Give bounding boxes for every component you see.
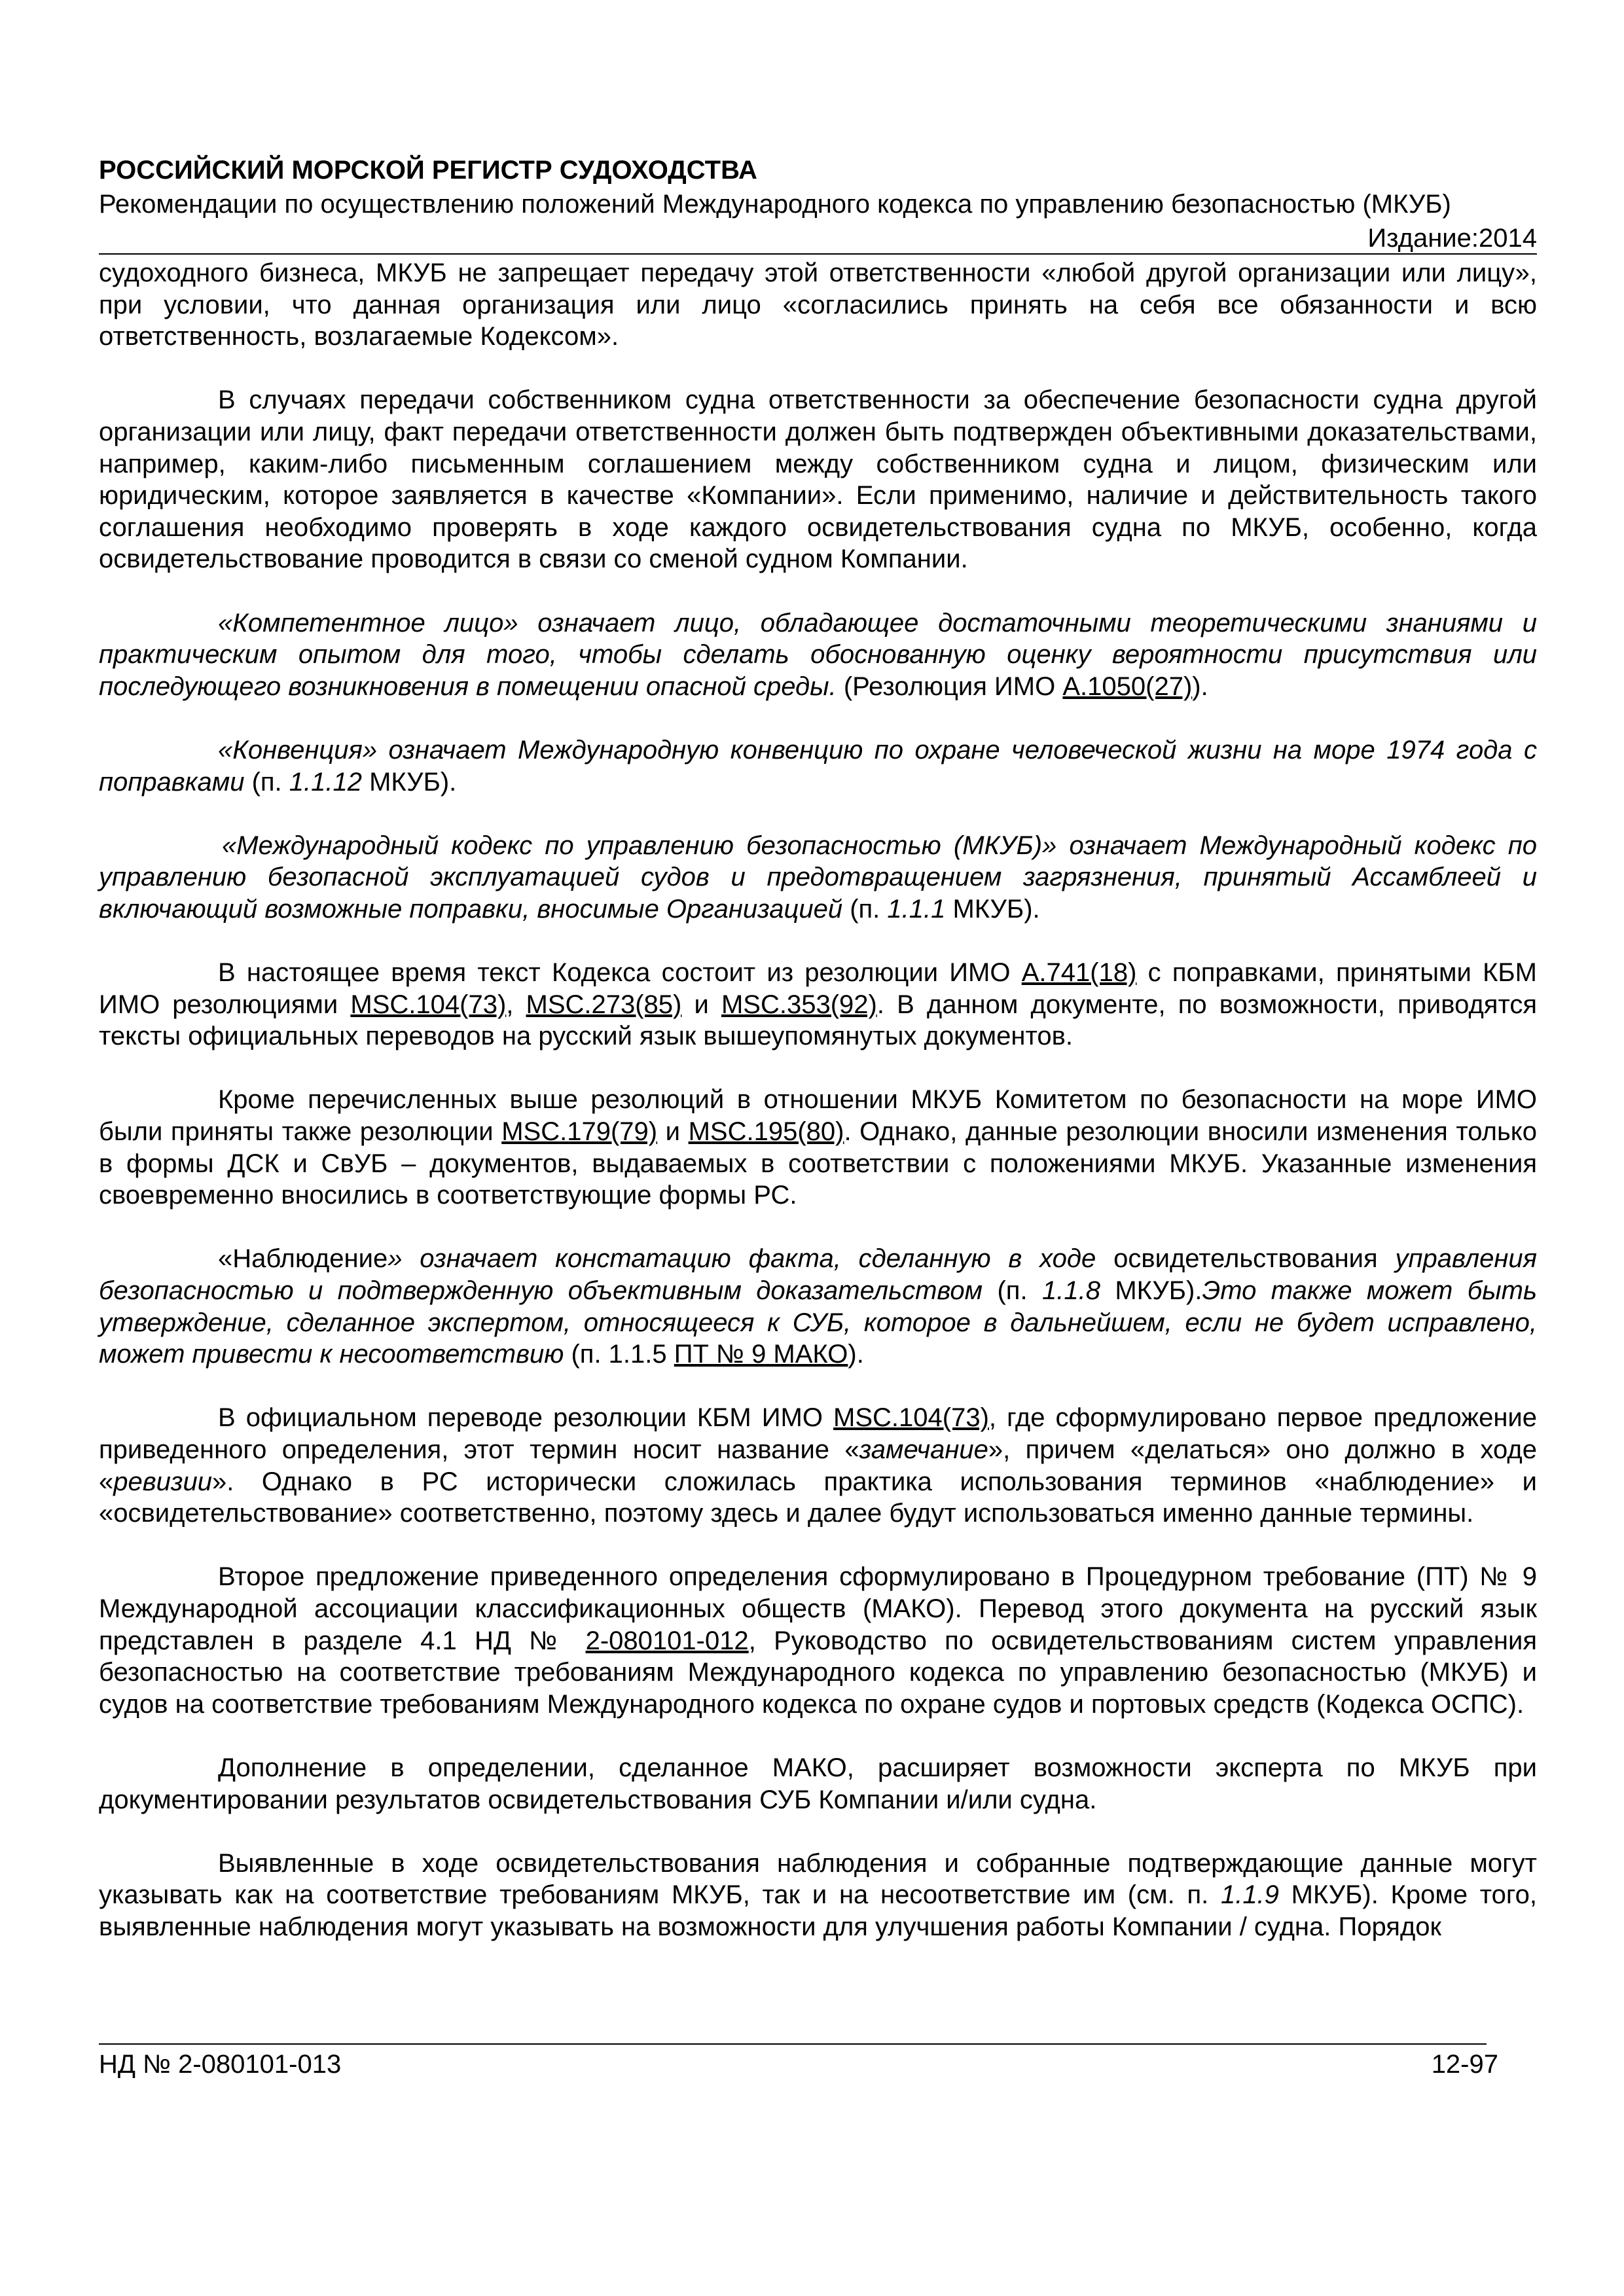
- paragraph-4: «Конвенция» означает Международную конвенцию по охране человеческой жизни на море 1974 года с поправками (п. 1.1.12 МКУБ).: [99, 735, 1537, 797]
- paragraph-10: Второе предложение приведенного определения сформулировано в Процедурном требование (ПТ) № 9 Международной ассоциации классификационных обществ (МАКО). Перевод этого документа на русский язык представлен в разделе 4.1 НД № 2-080101-012, Руководство по освидетельствованиям систем управления безопасностью на соответствие требованиям Международного кодекса по управлению безопасностью (МКУБ) и судов на соответствие требованиям Международного кодекса по охране судов и портовых средств (Кодекса ОСПС).: [99, 1562, 1537, 1719]
- definition-text: «Компетентное лицо» означает лицо, обладающее достаточными теоретическими знаниями и практическим опытом для того, чтобы сделать обоснованную оценку вероятности присутствия или последующего возникновения в помещении опасной среды.: [99, 608, 1537, 701]
- paragraph-2: В случаях передачи собственником судна ответственности за обеспечение безопасности судна другой организации или лицу, факт передачи ответственности должен быть подтвержден объективными доказательствами, например, каким-либо письменным соглашением между собственником судна и лицом, физическим или юридическим, которое заявляется в качестве «Компании». Если применимо, наличие и действительность такого соглашения необходимо проверять в ходе каждого освидетельствования судна по МКУБ, особенно, когда освидетельствование проводится в связи со сменой судном Компании.: [99, 386, 1537, 574]
- document-link[interactable]: 2-080101-012: [585, 1626, 749, 1655]
- paragraph-7: Кроме перечисленных выше резолюций в отношении МКУБ Комитетом по безопасности на море ИМО были приняты также резолюции MSC.179(79) и MSC.195(80). Однако, данные резолюции вносили изменения только в формы ДСК и СвУБ – документов, выдаваемых в соответствии с положениями МКУБ. Указанные изменения своевременно вносились в соответствующие формы РС.: [99, 1085, 1538, 1210]
- edition-label: Издание:2014: [1367, 224, 1537, 253]
- document-body: [99, 257, 1537, 1943]
- resolution-link[interactable]: A.1050(27): [1062, 672, 1193, 701]
- clause-ref: 1.1.1: [887, 894, 946, 924]
- resolution-link[interactable]: A.741(18): [1021, 958, 1137, 988]
- paragraph-6: В настоящее время текст Кодекса состоит из резолюции ИМО A.741(18) с поправками, принятыми КБМ ИМО резолюциями MSC.104(73), MSC.273(85) и MSC.353(92). В данном документе, по возможности, приводятся тексты официальных переводов на русский язык вышеупомянутых документов.: [99, 958, 1537, 1051]
- paragraph-11: Дополнение в определении, сделанное МАКО, расширяет возможности эксперта по МКУБ при документировании результатов освидетельствования СУБ Компании и/или судна.: [99, 1753, 1537, 1814]
- paragraph-12: Выявленные в ходе освидетельствования наблюдения и собранные подтверждающие данные могут указывать как на соответствие требованиям МКУБ, так и на несоответствие им (см. п. 1.1.9 МКУБ). Кроме того, выявленные наблюдения могут указывать на возможности для улучшения работы Компании / судна. Порядок: [99, 1848, 1537, 1941]
- definition-text: «Конвенция» означает Международную конвенцию по охране человеческой жизни на море 1974 года с поправками: [99, 735, 1537, 797]
- page-header: [99, 153, 1537, 255]
- procedure-link[interactable]: ПТ № 9 МАКО: [674, 1340, 848, 1369]
- clause-ref: 1.1.12: [289, 767, 362, 797]
- header-divider: [99, 253, 1537, 255]
- clause-ref: 1.1.8: [1041, 1276, 1100, 1305]
- footer-divider: [99, 2043, 1487, 2045]
- resolution-link[interactable]: MSC.353(92): [721, 990, 877, 1019]
- definition-text: «Международный кодекс по управлению безопасностью (МКУБ)» означает Международный кодекс по управлению безопасной эксплуатацией судов и предотвращением загрязнения, принятый Ассамблеей и включающий возможные поправки, вносимые Организацией: [99, 831, 1537, 924]
- resolution-link[interactable]: MSC.104(73): [350, 990, 507, 1019]
- resolution-link[interactable]: MSC.273(85): [526, 990, 682, 1019]
- clause-ref: 1.1.9: [1220, 1880, 1279, 1910]
- paragraph-1: судоходного бизнеса, МКУБ не запрещает передачу этой ответственности «любой другой организации или лицу», при условии, что данная организация или лицо «согласились принять на себя все обязанности и всю ответственность, возлагаемые Кодексом».: [99, 259, 1537, 351]
- document-number: НД № 2-080101-013: [99, 2050, 342, 2079]
- paragraph-8: «Наблюдение» означает констатацию факта, сделанную в ходе освидетельствования управления безопасностью и подтвержденную объективным доказательством (п. 1.1.8 МКУБ).Это также может быть утверждение, сделанное экспертом, относящееся к СУБ, которое в дальнейшем, если не будет исправлено, может привести к несоответствию (п. 1.1.5 ПТ № 9 МАКО).: [99, 1244, 1537, 1369]
- paragraph-5: «Международный кодекс по управлению безопасностью (МКУБ)» означает Международный кодекс по управлению безопасной эксплуатацией судов и предотвращением загрязнения, принятый Ассамблеей и включающий возможные поправки, вносимые Организацией (п. 1.1.1 МКУБ).: [99, 831, 1537, 924]
- resolution-link[interactable]: MSC.104(73): [833, 1403, 989, 1433]
- paragraph-3: «Компетентное лицо» означает лицо, обладающее достаточными теоретическими знаниями и практическим опытом для того, чтобы сделать обоснованную оценку вероятности присутствия или последующего возникновения в помещении опасной среды. (Резолюция ИМО A.1050(27)).: [99, 608, 1537, 701]
- paragraph-9: В официальном переводе резолюции КБМ ИМО MSC.104(73), где сформулировано первое предложение приведенного определения, этот термин носит название «замечание», причем «делаться» оно должно в ходе «ревизии». Однако в РС исторически сложилась практика использования терминов «наблюдение» и «освидетельствование» соответственно, поэтому здесь и далее будут использоваться именно данные термины.: [99, 1403, 1537, 1528]
- document-subtitle: Рекомендации по осуществлению положений Международного кодекса по управлению безопасностью (МКУБ): [99, 190, 1451, 219]
- page-number: 12-97: [1431, 2050, 1498, 2079]
- organization-title: РОССИЙСКИЙ МОРСКОЙ РЕГИСТР СУДОХОДСТВА: [99, 156, 757, 185]
- resolution-link[interactable]: MSC.195(80): [688, 1117, 844, 1147]
- resolution-link[interactable]: MSC.179(79): [501, 1117, 658, 1147]
